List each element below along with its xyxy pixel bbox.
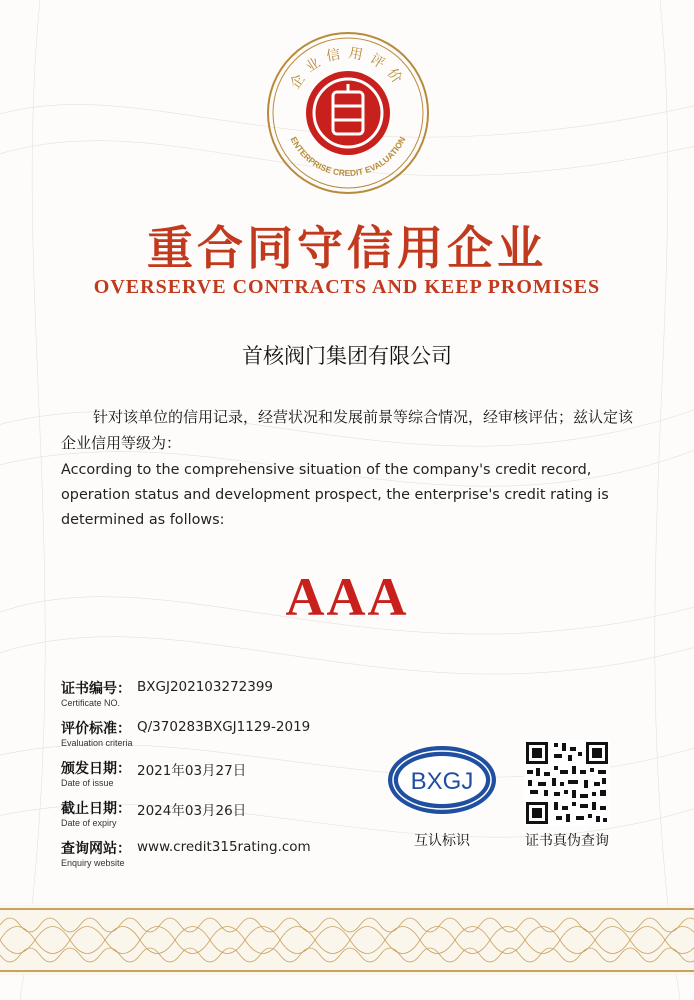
expiry-date: 2024年03月26日: [137, 803, 247, 819]
enquiry-website-row: [61, 838, 391, 878]
issue-date: 2021年03月27日: [137, 763, 247, 779]
company-name: 首核阀门集团有限公司: [242, 344, 452, 368]
certificate-info: [61, 678, 391, 878]
info-label-en: Evaluation criteria: [61, 738, 133, 748]
credit-evaluation-seal: [263, 28, 433, 198]
qr-code-icon[interactable]: [524, 740, 610, 826]
evaluation-criteria-row: [61, 718, 391, 758]
bxgj-caption: 互认标识: [414, 833, 470, 849]
info-label-cn: 评价标准：: [61, 721, 131, 737]
info-label-cn: 查询网站：: [61, 841, 131, 857]
certificate-number: BXGJ202103272399: [137, 679, 274, 695]
expiry-date-row: [61, 798, 391, 838]
credit-rating: AAA: [285, 567, 409, 627]
info-label-en: Date of expiry: [61, 818, 117, 828]
info-label-cn: 证书编号：: [61, 681, 131, 697]
statement-cn: 针对该单位的信用记录，经营状况和发展前景等综合情况，经审核评估；兹认定该企业信用等级为：: [61, 408, 634, 452]
decorative-border-band: [0, 905, 694, 975]
info-label-en: Enquiry website: [61, 858, 125, 868]
evaluation-criteria: Q/370283BXGJ1129-2019: [137, 719, 311, 735]
enquiry-website-link[interactable]: www.credit315rating.com: [137, 839, 311, 855]
statement-en: According to the comprehensive situation of the company's credit record, operation status and development prospect, the enterprise's credit rating is determined as follows:: [61, 462, 609, 528]
issue-date-row: [61, 758, 391, 798]
info-label-cn: 截止日期：: [61, 801, 131, 817]
info-label-en: Certificate NO.: [61, 698, 121, 708]
certificate-title-cn: 重合同守信用企业: [147, 221, 547, 275]
seal-arc-text-cn: 企业信用评价: [287, 45, 409, 93]
bxgj-mutual-recognition-logo: [386, 744, 498, 816]
qr-caption: 证书真伪查询: [525, 833, 609, 849]
certificate-title-en: OVERSERVE CONTRACTS AND KEEP PROMISES: [93, 276, 601, 298]
info-label-en: Date of issue: [61, 778, 114, 788]
bxgj-logo-text: BXGJ: [410, 768, 474, 795]
seal-arc-text-en: ENTERPRISE CREDIT EVALUATION: [288, 135, 408, 179]
info-label-cn: 颁发日期：: [61, 761, 131, 777]
certificate-number-row: [61, 678, 391, 718]
